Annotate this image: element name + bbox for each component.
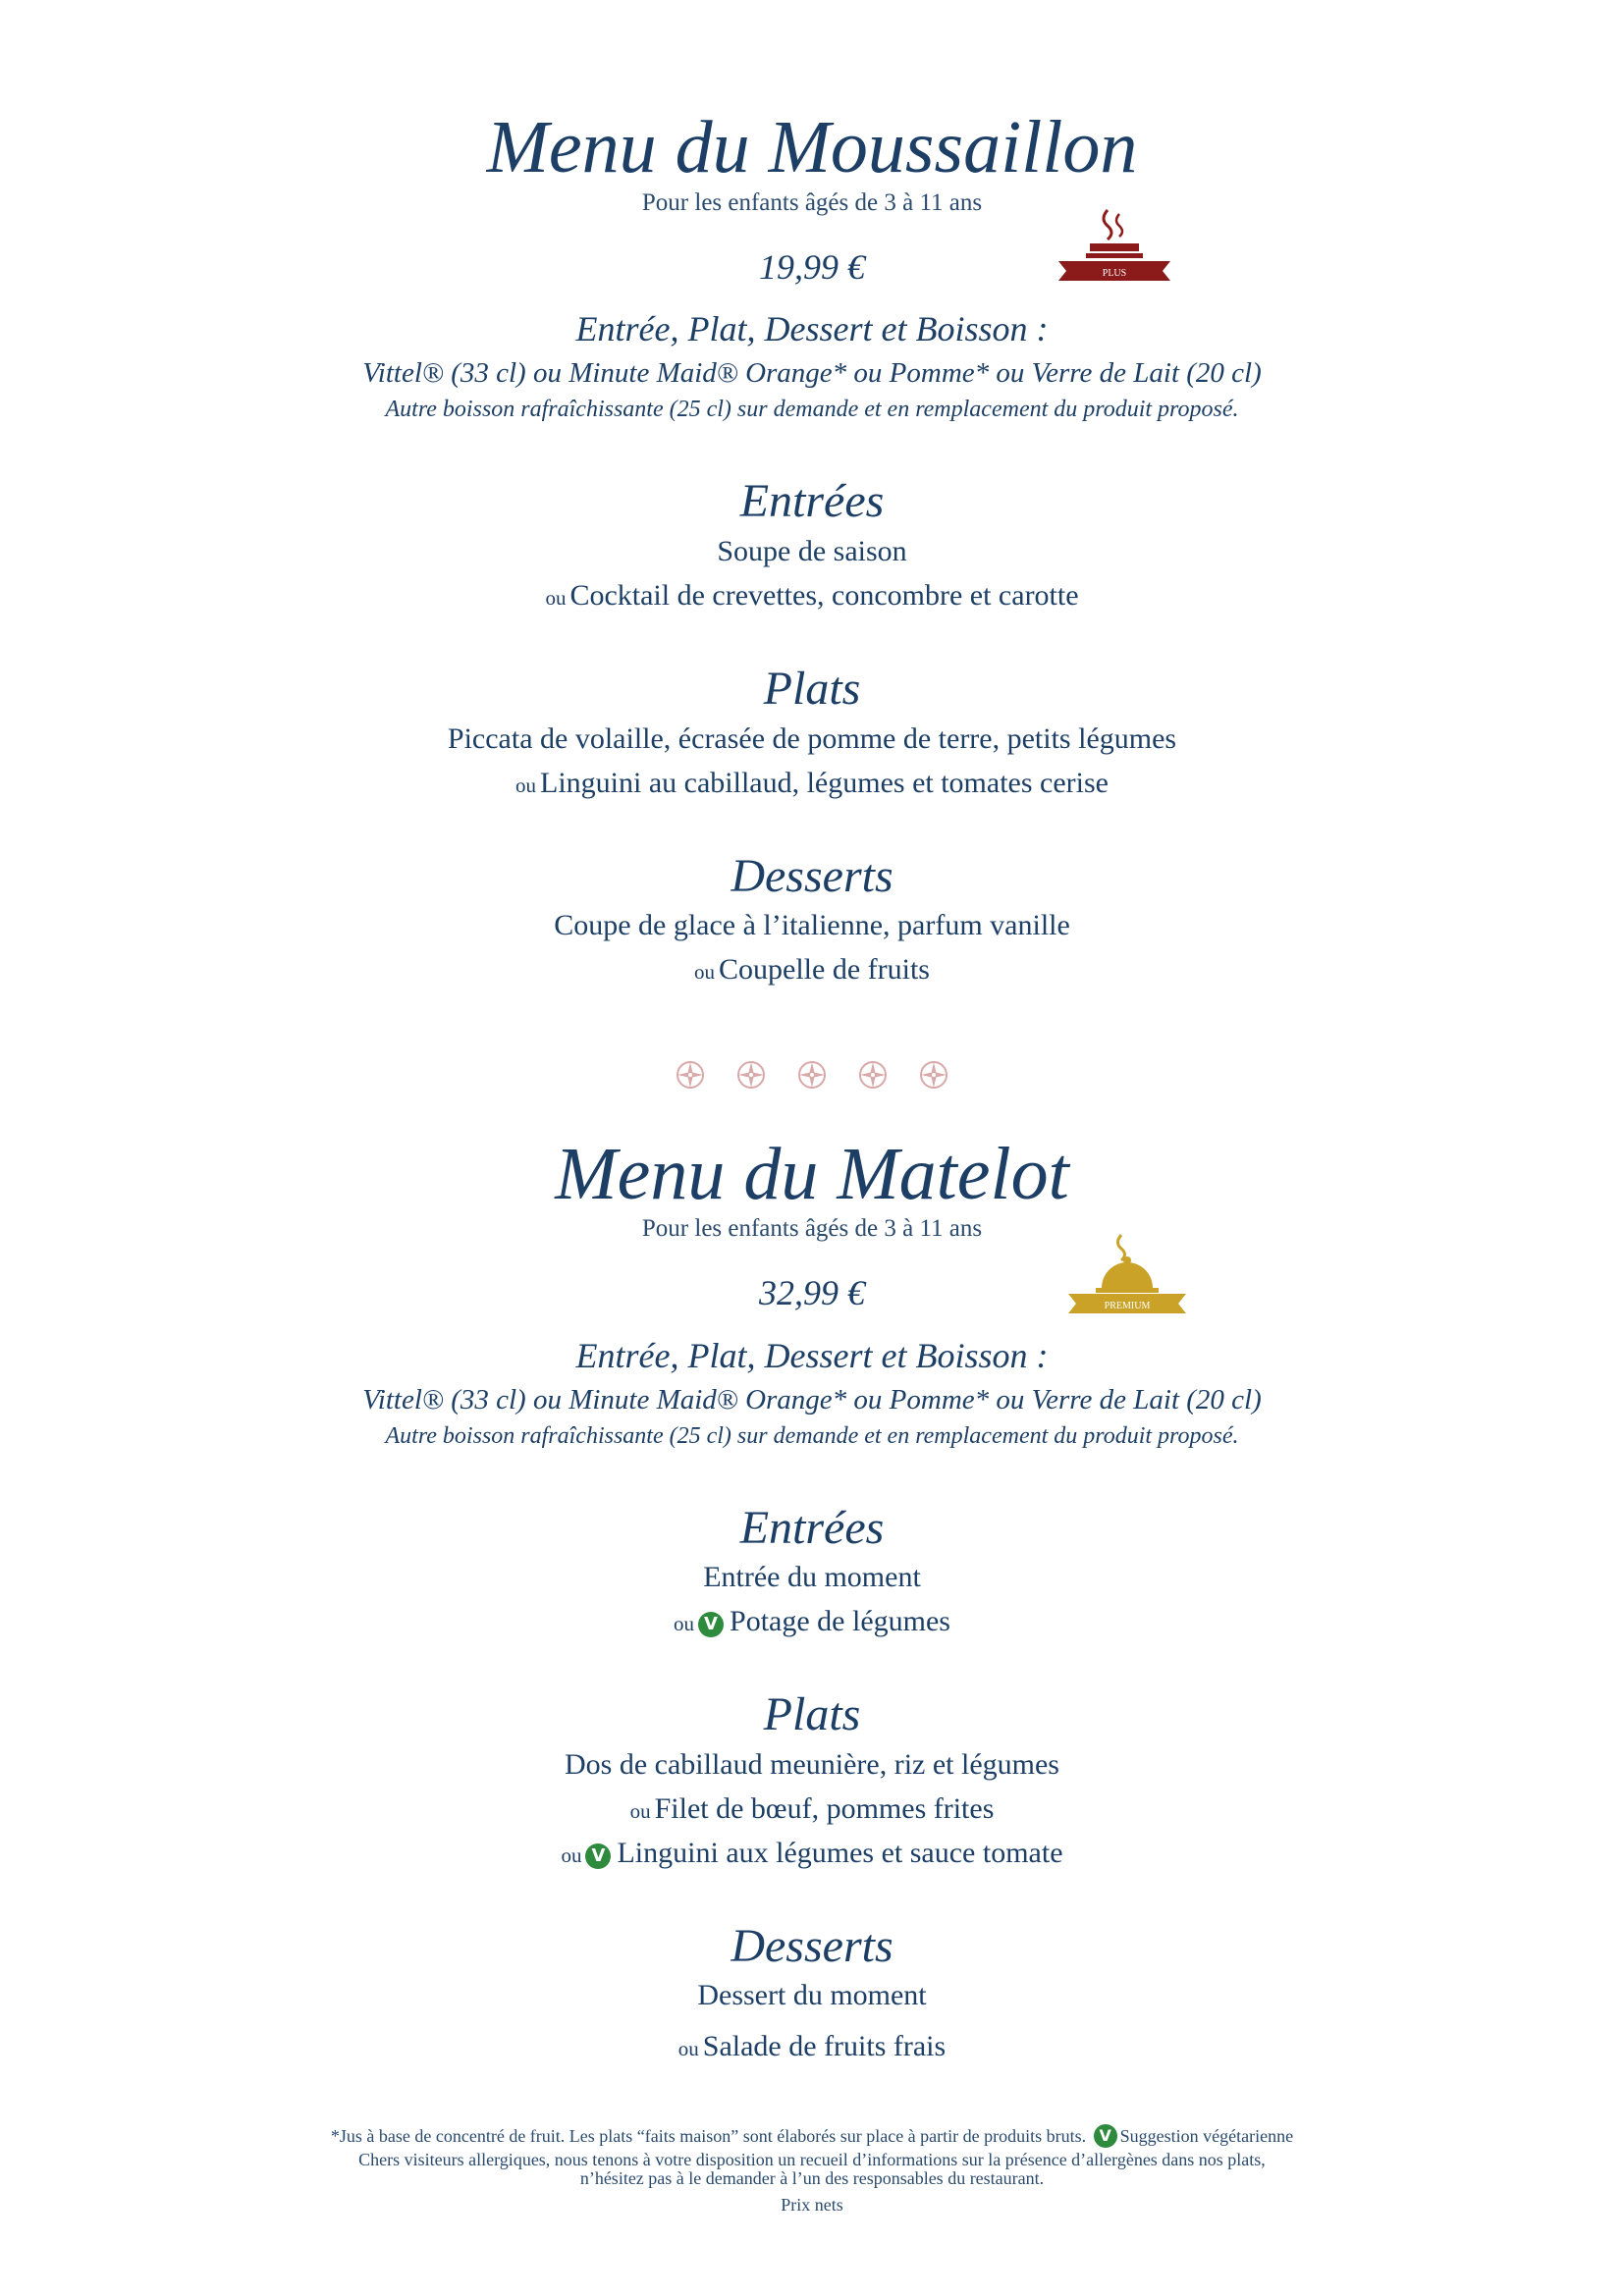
drinks-note: Autre boisson rafraîchissante (25 cl) sur demande et en remplacement du produit proposé. [385,1423,1239,1449]
dish-item: ou V Linguini aux légumes et sauce tomate [561,1837,1063,1869]
drinks-note: Autre boisson rafraîchissante (25 cl) sur demande et en remplacement du produit proposé. [385,397,1239,422]
compass-rose-icon [918,1059,949,1091]
section-title-plats: Plats [763,1688,861,1740]
dish-item: Entrée du moment [703,1561,921,1593]
allergy-notice: n’hésitez pas à le demander à l’un des responsables du restaurant. [579,2168,1045,2188]
net-prices: Prix nets [781,2195,843,2215]
drinks-list: Vittel® (33 cl) ou Minute Maid® Orange* ou Pomme* ou Verre de Lait (20 cl) [362,357,1262,389]
vegetarian-icon: V [585,1843,611,1869]
vegetarian-icon: V [698,1612,724,1637]
compass-rose-icon [857,1059,889,1091]
section-title-entrees: Entrées [739,1502,885,1554]
dish-item: Piccata de volaille, écrasée de pomme de terre, petits légumes [447,722,1177,755]
compass-rose-icon [796,1059,828,1091]
section-title-desserts: Desserts [731,850,893,902]
badge-label: PLUS [1102,268,1127,279]
dish-item: ou Salade de fruits frais [677,2030,947,2062]
premium-badge-icon [1066,1231,1188,1321]
dish-item: ou V Potage de légumes [674,1605,950,1637]
dish-item: ou Cocktail de crevettes, concombre et carotte [545,579,1079,612]
compass-rose-icon [675,1059,706,1091]
menu-price: 19,99 € [759,247,865,287]
dish-item: Dessert du moment [697,1979,927,2011]
age-range: Pour les enfants âgés de 3 à 11 ans [641,189,983,216]
compass-divider [0,1059,1624,1095]
formula-heading: Entrée, Plat, Dessert et Boisson : [575,1336,1049,1375]
menu-title: Menu du Moussaillon [486,106,1138,188]
plus-badge-icon [1056,204,1172,289]
dish-item: Coupe de glace à l’italienne, parfum vanille [554,909,1070,941]
section-title-desserts: Desserts [731,1920,893,1972]
allergy-notice: Chers visiteurs allergiques, nous tenons à votre disposition un recueil d’informations sur la présence d’allergènes dans nos plats, [358,2150,1266,2169]
dish-item: Soupe de saison [717,535,907,567]
menu-price: 32,99 € [759,1273,865,1312]
compass-rose-icon [735,1059,767,1091]
badge-label: PREMIUM [1104,1301,1151,1311]
dish-item: Dos de cabillaud meunière, riz et légumes [565,1748,1059,1781]
section-title-plats: Plats [763,663,861,715]
dish-item: ou Coupelle de fruits [694,953,930,986]
age-range: Pour les enfants âgés de 3 à 11 ans [641,1215,983,1242]
drinks-list: Vittel® (33 cl) ou Minute Maid® Orange* ou Pomme* ou Verre de Lait (20 cl) [362,1384,1262,1415]
menu-title: Menu du Matelot [555,1133,1069,1215]
vegetarian-icon: V [1094,2124,1117,2148]
footer-note: *Jus à base de concentré de fruit. Les plats “faits maison” sont élaborés sur place à partir de produits bruts. V Suggestion végétarienne [330,2126,1294,2146]
formula-heading: Entrée, Plat, Dessert et Boisson : [575,309,1049,348]
dish-item: ou Linguini au cabillaud, légumes et tomates cerise [515,767,1109,799]
section-title-entrees: Entrées [739,475,885,527]
dish-item: ou Filet de bœuf, pommes frites [629,1792,995,1825]
